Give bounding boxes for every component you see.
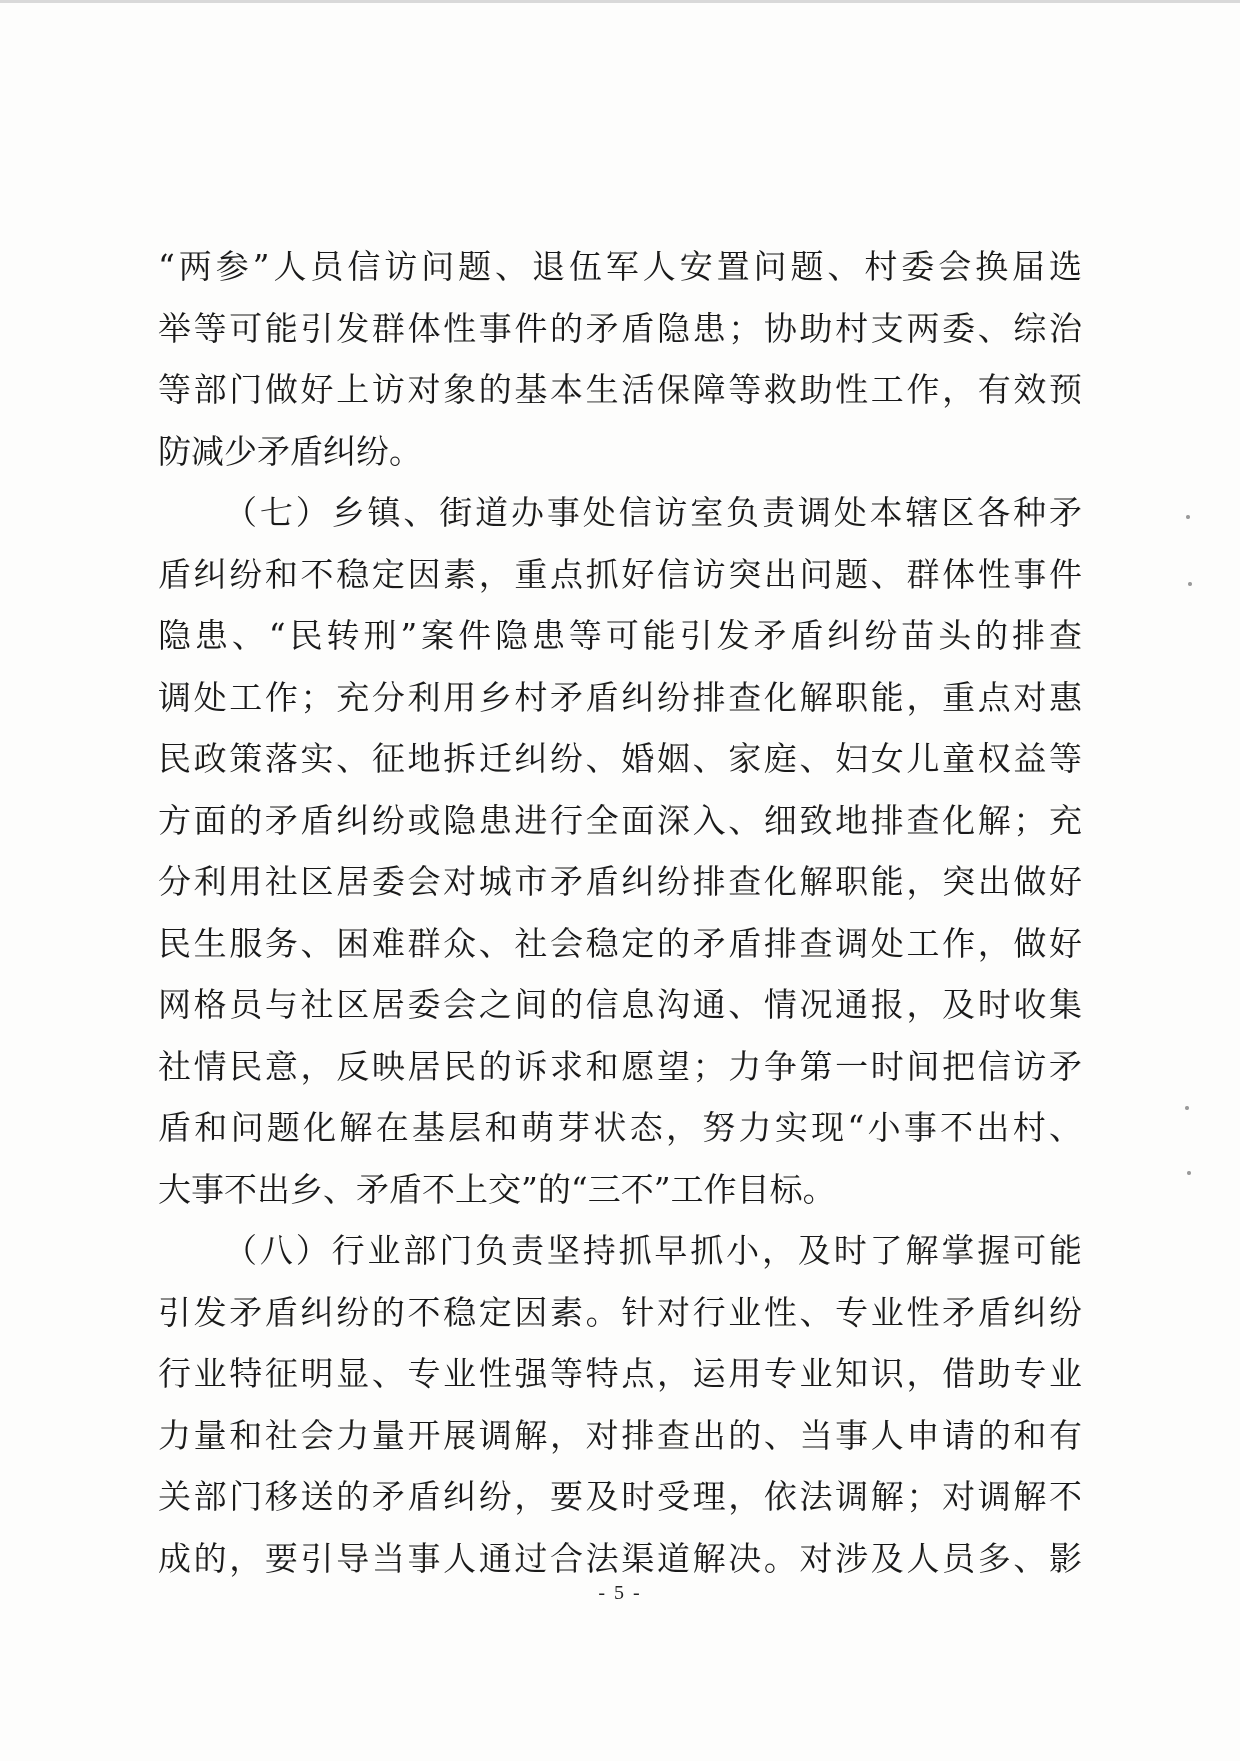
text-line: 社情民意，反映居民的诉求和愿望；力争第一时间把信访矛 — [158, 1046, 1082, 1086]
text-line: 举等可能引发群体性事件的矛盾隐患；协助村支两委、综治 — [158, 308, 1082, 348]
body-text — [158, 236, 1082, 1589]
text-line: 成的，要引导当事人通过合法渠道解决。对涉及人员多、影 — [158, 1538, 1082, 1578]
text-line: 力量和社会力量开展调解，对排查出的、当事人申请的和有 — [158, 1415, 1082, 1455]
text-line: 网格员与社区居委会之间的信息沟通、情况通报，及时收集 — [158, 985, 1082, 1024]
text-line: 盾和问题化解在基层和萌芽状态，努力实现“小事不出村、 — [158, 1108, 1082, 1147]
text-line: 防减少矛盾纠纷。 — [158, 431, 422, 471]
text-line: “两参”人员信访问题、退伍军人安置问题、村委会换届选 — [158, 247, 1082, 286]
scan-speck — [1187, 1171, 1191, 1175]
text-line: 盾纠纷和不稳定因素，重点抓好信访突出问题、群体性事件 — [158, 554, 1082, 594]
text-line: 隐患、“民转刑”案件隐患等可能引发矛盾纠纷苗头的排查 — [158, 616, 1082, 655]
scan-edge-line — [0, 0, 1240, 3]
text-line: 行业特征明显、专业性强等特点，运用专业知识，借助专业 — [158, 1354, 1082, 1393]
text-line: 民政策落实、征地拆迁纠纷、婚姻、家庭、妇女儿童权益等 — [158, 739, 1082, 778]
text-line: （七）乡镇、街道办事处信访室负责调处本辖区各种矛 — [224, 493, 1082, 532]
text-line: 关部门移送的矛盾纠纷，要及时受理，依法调解；对调解不 — [158, 1477, 1082, 1516]
text-line: 分利用社区居委会对城市矛盾纠纷排查化解职能，突出做好 — [158, 862, 1082, 901]
scan-speck — [1186, 515, 1190, 519]
scan-speck — [1185, 1106, 1189, 1110]
text-line: 方面的矛盾纠纷或隐患进行全面深入、细致地排查化解；充 — [158, 800, 1082, 840]
text-line: 等部门做好上访对象的基本生活保障等救助性工作，有效预 — [158, 370, 1082, 409]
text-line: 大事不出乡、矛盾不上交”的“三不”工作目标。 — [158, 1169, 836, 1209]
text-line: （八）行业部门负责坚持抓早抓小，及时了解掌握可能 — [224, 1231, 1082, 1270]
text-line: 民生服务、困难群众、社会稳定的矛盾排查调处工作，做好 — [158, 923, 1082, 963]
page-number: - 5 - — [598, 1582, 642, 1604]
text-line: 调处工作；充分利用乡村矛盾纠纷排查化解职能，重点对惠 — [158, 677, 1082, 717]
scan-speck — [1188, 582, 1192, 586]
text-line: 引发矛盾纠纷的不稳定因素。针对行业性、专业性矛盾纠纷 — [158, 1292, 1082, 1332]
